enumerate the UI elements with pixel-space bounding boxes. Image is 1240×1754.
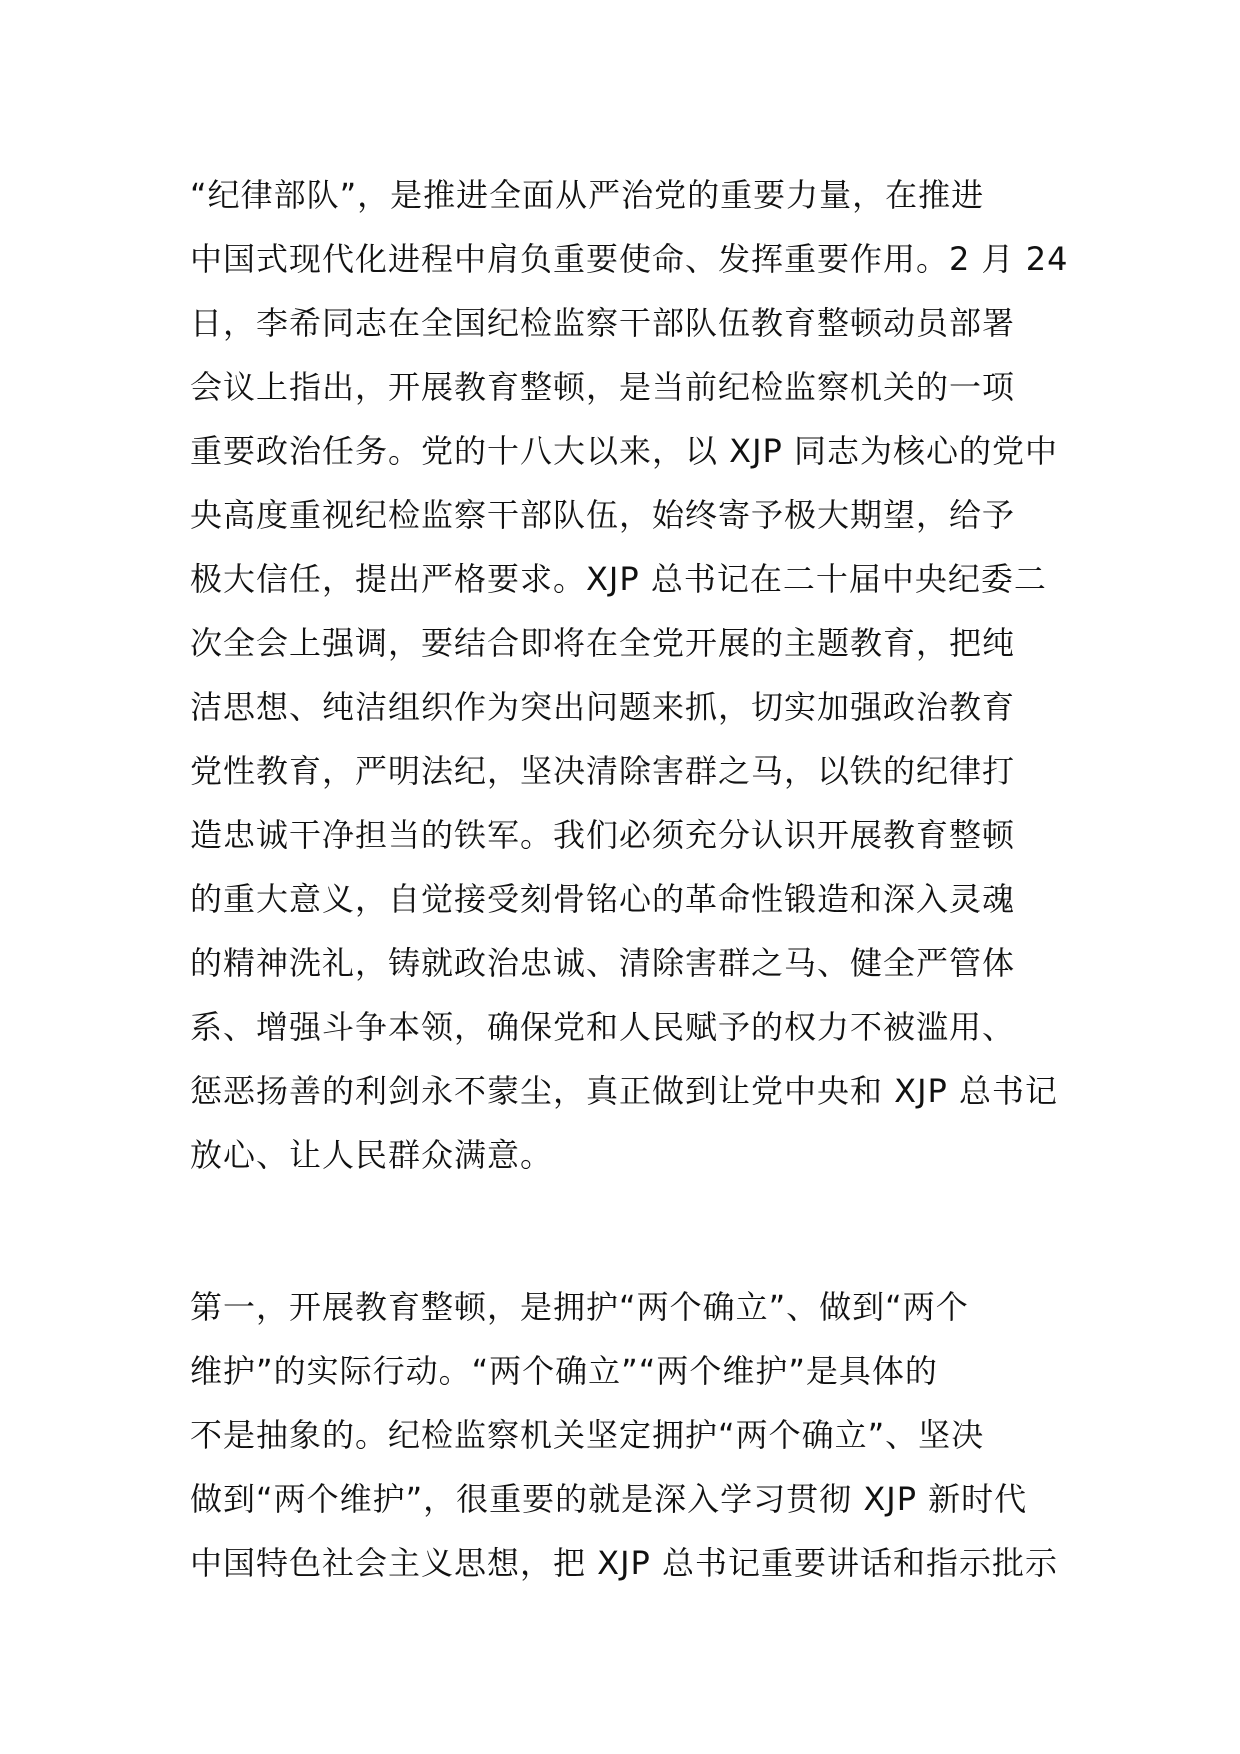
paragraph-1	[190, 163, 1069, 1187]
text-line: “纪律部队”，是推进全面从严治党的重要力量，在推进	[190, 176, 985, 214]
text-line: 惩恶扬善的利剑永不蒙尘，真正做到让党中央和 XJP 总书记	[190, 1072, 1059, 1110]
text-line: 造忠诚干净担当的铁军。我们必须充分认识开展教育整顿	[190, 816, 1016, 854]
text-line: 中国特色社会主义思想，把 XJP 总书记重要讲话和指示批示	[190, 1544, 1059, 1582]
text-line: 会议上指出，开展教育整顿，是当前纪检监察机关的一项	[190, 368, 1016, 406]
text-line: 央高度重视纪检监察干部队伍，始终寄予极大期望，给予	[190, 496, 1016, 534]
text-line: 做到“两个维护”，很重要的就是深入学习贯彻 XJP 新时代	[190, 1480, 1028, 1518]
text-line: 的重大意义，自觉接受刻骨铭心的革命性锻造和深入灵魂	[190, 880, 1016, 918]
paragraph-2	[190, 1275, 1060, 1595]
text-line: 日，李希同志在全国纪检监察干部队伍教育整顿动员部署	[190, 304, 1016, 342]
text-line: 第一，开展教育整顿，是拥护“两个确立”、做到“两个	[190, 1288, 969, 1326]
text-line: 中国式现代化进程中肩负重要使命、发挥重要作用。2 月 24	[190, 240, 1069, 278]
text-line: 极大信任，提出严格要求。XJP 总书记在二十届中央纪委二	[190, 560, 1047, 598]
text-line: 放心、让人民群众满意。	[190, 1136, 554, 1174]
text-line: 次全会上强调，要结合即将在全党开展的主题教育，把纯	[190, 624, 1016, 662]
text-line: 的精神洗礼，铸就政治忠诚、清除害群之马、健全严管体	[190, 944, 1016, 982]
text-line: 系、增强斗争本领，确保党和人民赋予的权力不被滥用、	[190, 1008, 1016, 1046]
text-line: 党性教育，严明法纪，坚决清除害群之马，以铁的纪律打	[190, 752, 1016, 790]
text-line: 不是抽象的。纪检监察机关坚定拥护“两个确立”、坚决	[190, 1416, 985, 1454]
text-line: 重要政治任务。党的十八大以来，以 XJP 同志为核心的党中	[190, 432, 1059, 470]
text-line: 维护”的实际行动。“两个确立”“两个维护”是具体的	[190, 1352, 938, 1390]
text-line: 洁思想、纯洁组织作为突出问题来抓，切实加强政治教育	[190, 688, 1016, 726]
